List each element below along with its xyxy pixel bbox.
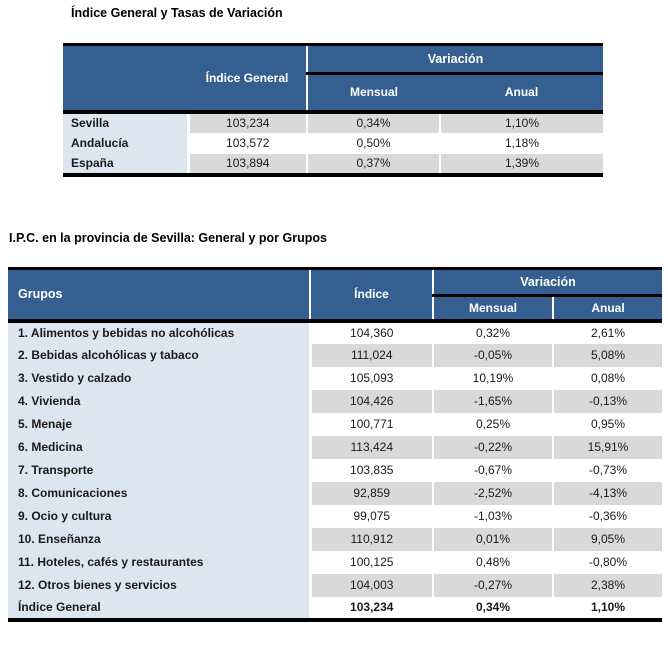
table2-col-header-mensual: Mensual [433,296,553,321]
row-label: Sevilla [63,112,188,133]
cell-anual: 5,08% [553,344,662,367]
table1-col-header-variacion: Variación [307,45,603,74]
cell-indice: 100,771 [310,413,433,436]
cell-indice: 104,360 [310,321,433,344]
cell-mensual: -1,65% [433,390,553,413]
cell-indice: 103,894 [188,154,307,175]
cell-mensual: -0,05% [433,344,553,367]
table1-body [63,112,603,175]
table-row [8,344,662,367]
indice-general-table [63,43,603,177]
cell-indice: 92,859 [310,482,433,505]
row-label: Índice General [8,597,310,620]
cell-anual: 2,61% [553,321,662,344]
table1-header [63,45,603,112]
table-row [8,367,662,390]
table-row [63,112,603,133]
cell-indice: 105,093 [310,367,433,390]
table-row [8,482,662,505]
cell-anual: 0,08% [553,367,662,390]
cell-anual: -4,13% [553,482,662,505]
row-label: 6. Medicina [8,436,310,459]
row-label: 7. Transporte [8,459,310,482]
table-row [8,321,662,344]
cell-indice: 104,426 [310,390,433,413]
cell-mensual: 10,19% [433,367,553,390]
row-label: España [63,154,188,175]
cell-indice: 104,003 [310,574,433,597]
row-label: 9. Ocio y cultura [8,505,310,528]
table-row [8,436,662,459]
cell-anual: 1,10% [440,112,603,133]
table2-header [8,269,662,321]
table-row [63,154,603,175]
cell-mensual: -0,67% [433,459,553,482]
table1-col-header-anual: Anual [440,74,603,112]
row-label: 11. Hoteles, cafés y restaurantes [8,551,310,574]
ipc-grupos-table [8,267,662,622]
cell-anual: 1,18% [440,133,603,154]
cell-anual: 9,05% [553,528,662,551]
row-label: 3. Vestido y calzado [8,367,310,390]
cell-indice: 103,234 [310,597,433,620]
table-row [63,133,603,154]
table2-col-header-variacion: Variación [433,269,662,296]
table-row [8,551,662,574]
table2-body [8,321,662,620]
table2-col-header-grupos: Grupos [8,269,310,321]
cell-anual: 1,39% [440,154,603,175]
cell-indice: 99,075 [310,505,433,528]
cell-mensual: 0,48% [433,551,553,574]
table-row [8,574,662,597]
cell-anual: -0,73% [553,459,662,482]
cell-mensual: 0,50% [307,133,440,154]
cell-anual: -0,13% [553,390,662,413]
table1-col-header-indice-general: Índice General [188,45,307,112]
cell-mensual: 0,34% [307,112,440,133]
row-label: 2. Bebidas alcohólicas y tabaco [8,344,310,367]
section-title-ipc-sevilla: I.P.C. en la provincia de Sevilla: General y por Grupos [9,231,327,245]
row-label: 12. Otros bienes y servicios [8,574,310,597]
table-row [8,597,662,620]
table-row [8,528,662,551]
row-label: 1. Alimentos y bebidas no alcohólicas [8,321,310,344]
cell-indice: 111,024 [310,344,433,367]
row-label: Andalucía [63,133,188,154]
row-label: 4. Vivienda [8,390,310,413]
cell-indice: 103,835 [310,459,433,482]
cell-mensual: 0,37% [307,154,440,175]
cell-mensual: -2,52% [433,482,553,505]
row-label: 8. Comunicaciones [8,482,310,505]
cell-mensual: 0,34% [433,597,553,620]
cell-indice: 110,912 [310,528,433,551]
table-row [8,390,662,413]
cell-anual: 0,95% [553,413,662,436]
row-label: 10. Enseñanza [8,528,310,551]
cell-mensual: 0,25% [433,413,553,436]
cell-indice: 103,234 [188,112,307,133]
cell-indice: 100,125 [310,551,433,574]
table2-col-header-indice: Índice [310,269,433,321]
section-title-indice-general: Índice General y Tasas de Variación [71,6,283,20]
row-label: 5. Menaje [8,413,310,436]
cell-mensual: -0,22% [433,436,553,459]
table-row [8,459,662,482]
cell-anual: 2,38% [553,574,662,597]
table1-col-header-mensual: Mensual [307,74,440,112]
cell-indice: 103,572 [188,133,307,154]
table2-col-header-anual: Anual [553,296,662,321]
cell-anual: 15,91% [553,436,662,459]
cell-mensual: 0,32% [433,321,553,344]
cell-anual: -0,80% [553,551,662,574]
table1-corner-cell [63,45,188,112]
cell-anual: -0,36% [553,505,662,528]
cell-mensual: -0,27% [433,574,553,597]
cell-indice: 113,424 [310,436,433,459]
table-row [8,413,662,436]
cell-anual: 1,10% [553,597,662,620]
cell-mensual: -1,03% [433,505,553,528]
table-row [8,505,662,528]
cell-mensual: 0,01% [433,528,553,551]
